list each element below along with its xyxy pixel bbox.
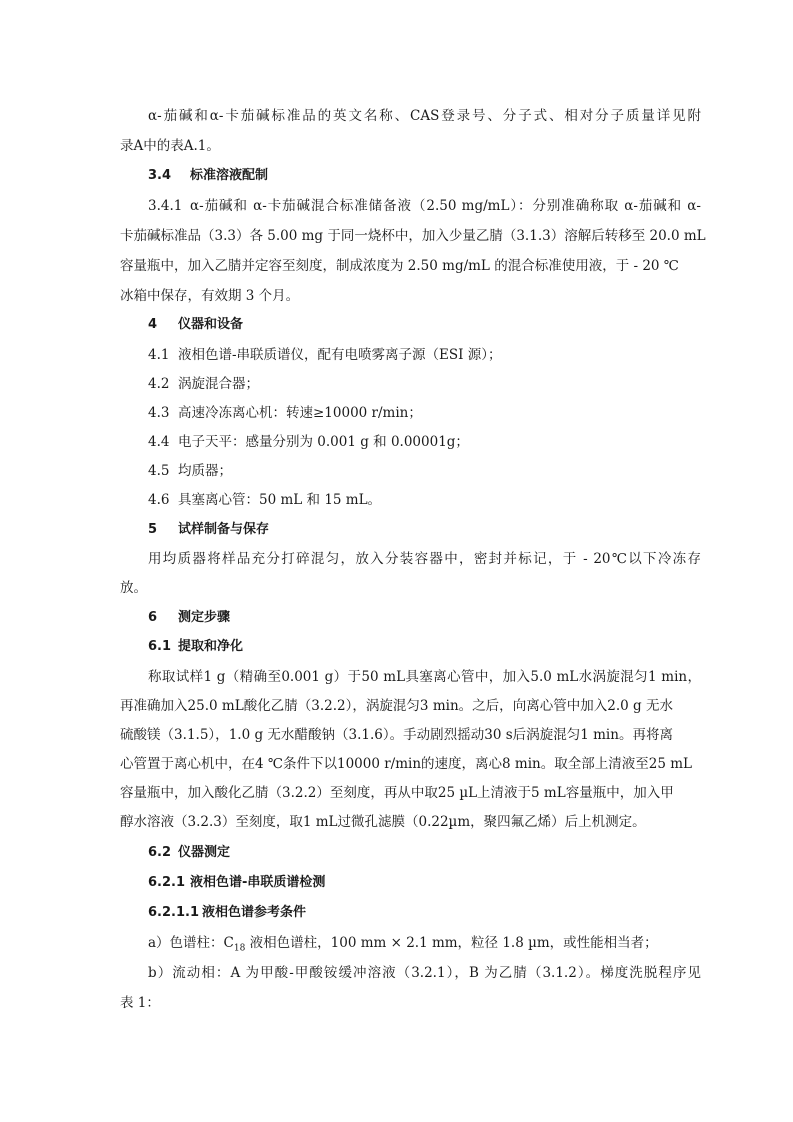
paragraph-line: 用均质器将样品充分打碎混匀，放入分装容器中，密封并标记，于 - 20℃以下冷冻存 <box>148 551 701 567</box>
item-text: 涡旋混合器； <box>178 376 259 392</box>
item-number: 4.4 <box>148 434 170 450</box>
paragraph-line: 容量瓶中，加入酸化乙腈（3.2.2）至刻度，再从中取25 µL上清液于5 mL容量瓶中，加入甲 <box>120 785 674 801</box>
equipment-item <box>148 432 469 452</box>
section-title: 仪器和设备 <box>178 317 244 332</box>
section-number: 4 <box>148 317 158 332</box>
subsection-3-4-1-line <box>148 196 701 216</box>
paragraph-line: 表 1： <box>120 995 160 1011</box>
section-title: 仪器测定 <box>178 845 231 860</box>
item-number: 4.3 <box>148 405 170 421</box>
section-heading-6-2-1-1 <box>148 903 306 923</box>
section-number: 6 <box>148 610 158 625</box>
section-number: 3.4.1 <box>148 198 183 214</box>
paragraph-line: 再准确加入25.0 mL酸化乙腈（3.2.2），涡旋混匀3 min。之后，向离心管中加入2.0 g 无水 <box>120 698 673 714</box>
section-heading-6 <box>148 608 230 628</box>
section-title: 提取和净化 <box>178 639 244 654</box>
section-heading-6-2 <box>148 843 230 863</box>
paragraph-line: 称取试样1 g（精确至0.001 g）于50 mL具塞离心管中，加入5.0 mL水涡旋混匀1 min， <box>148 669 701 685</box>
section-number: 6.1 <box>148 639 172 654</box>
equipment-item <box>148 345 502 365</box>
equipment-item <box>148 461 232 481</box>
paragraph-line: b）流动相：A 为甲酸-甲酸铵缓冲溶液（3.2.1），B 为乙腈（3.1.2）。梯度洗脱程序见 <box>148 965 701 981</box>
item-text: 具塞离心管：50 mL 和 15 mL。 <box>178 492 382 508</box>
condition-a-line <box>148 933 658 953</box>
section-heading-6-2-1 <box>148 873 325 893</box>
section-number: 6.2.1 <box>148 875 186 890</box>
section-title: 液相色谱-串联质谱检测 <box>190 875 326 890</box>
paragraph-line: 心管置于离心机中，在4 ℃条件下以10000 r/min的速度，离心8 min。取全部上清液至25 mL <box>120 756 692 772</box>
section-title: 测定步骤 <box>178 610 231 625</box>
condition-text: 液相色谱柱，100 mm × 2.1 mm，粒径 1.8 µm，或性能相当者； <box>245 935 658 951</box>
item-number: 4.1 <box>148 347 170 363</box>
paragraph-line: 冰箱中保存，有效期 3 个月。 <box>120 288 300 304</box>
subscript: 18 <box>233 943 246 954</box>
item-number: 4.5 <box>148 463 170 479</box>
paragraph-line: 录A中的表A.1。 <box>120 138 220 154</box>
item-text: 均质器； <box>178 463 232 479</box>
equipment-item <box>148 490 381 510</box>
item-number: 4.2 <box>148 376 170 392</box>
item-text: 电子天平：感量分别为 0.001 g 和 0.00001g； <box>178 434 469 450</box>
equipment-item <box>148 374 259 394</box>
condition-text: a）色谱柱：C <box>148 935 234 951</box>
item-text: 液相色谱-串联质谱仪，配有电喷雾离子源（ESI 源）； <box>178 347 502 363</box>
section-title: 标准溶液配制 <box>190 168 269 183</box>
section-number: 6.2 <box>148 845 172 860</box>
section-title: 试样制备与保存 <box>178 522 270 537</box>
section-heading-6-1 <box>148 637 243 657</box>
paragraph-line: 硫酸镁（3.1.5），1.0 g 无水醋酸钠（3.1.6）。手动剧烈摇动30 s后涡旋混匀1 min。再将离 <box>120 727 673 743</box>
section-number: 6.2.1.1 <box>148 905 199 920</box>
item-number: 4.6 <box>148 492 170 508</box>
section-number: 5 <box>148 522 158 537</box>
section-heading-3-4 <box>148 166 268 186</box>
section-heading-5 <box>148 520 269 540</box>
paragraph-line: 容量瓶中，加入乙腈并定容至刻度，制成浓度为 2.50 mg/mL 的混合标准使用液，于 - 20 ℃ <box>120 258 679 274</box>
section-number: 3.4 <box>148 168 172 183</box>
section-title: 液相色谱参考条件 <box>202 905 307 920</box>
section-heading-4 <box>148 315 243 335</box>
paragraph-text: α-茄碱和 α-卡茄碱混合标准储备液（2.50 mg/mL）：分别准确称取 α-茄碱和 α- <box>190 198 701 214</box>
paragraph-line: 卡茄碱标准品（3.3）各 5.00 mg 于同一烧杯中，加入少量乙腈（3.1.3）溶解后转移至 20.0 mL <box>120 228 706 244</box>
equipment-item <box>148 403 422 423</box>
item-text: 高速冷冻离心机：转速≥10000 r/min； <box>178 405 422 421</box>
paragraph-line: 放。 <box>120 580 147 596</box>
paragraph-line: 醇水溶液（3.2.3）至刻度，取1 mL过微孔滤膜（0.22µm，聚四氟乙烯）后上机测定。 <box>120 814 646 830</box>
paragraph-line: α-茄碱和α-卡茄碱标准品的英文名称、CAS登录号、分子式、相对分子质量详见附 <box>148 108 701 124</box>
